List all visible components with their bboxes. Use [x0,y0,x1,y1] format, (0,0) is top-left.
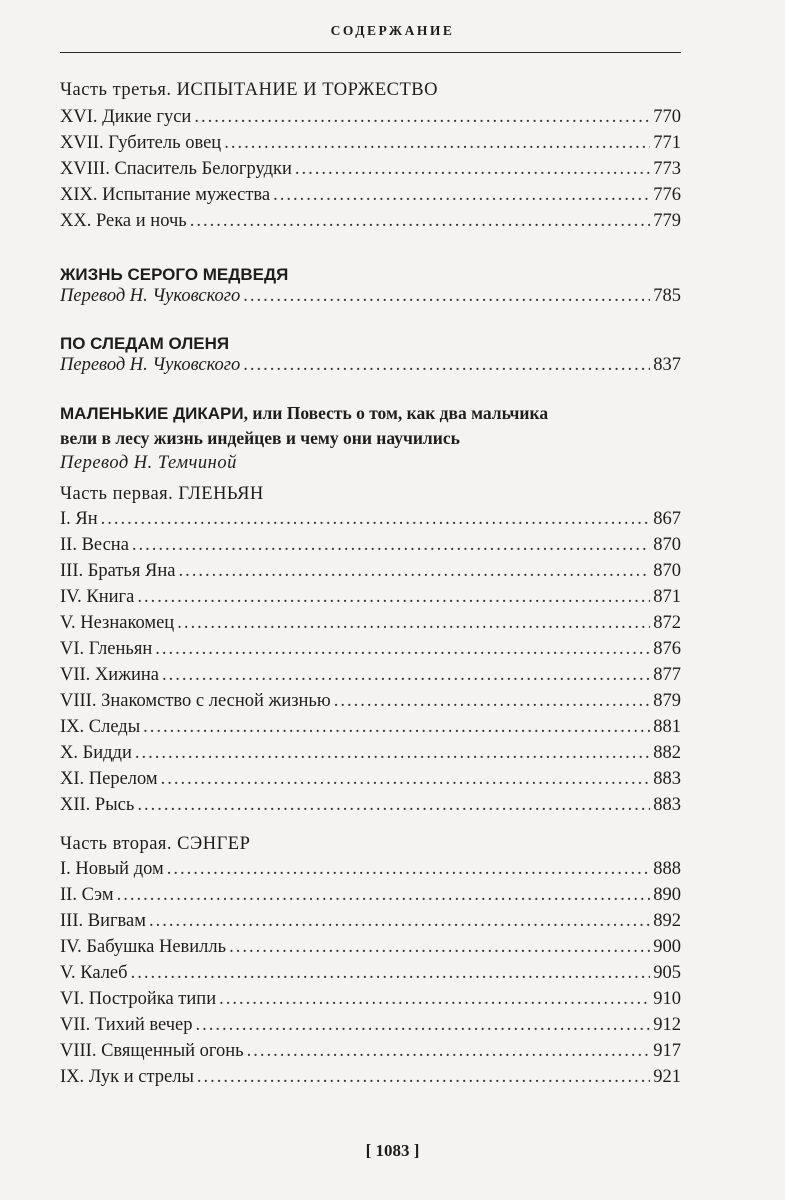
dot-leader [137,795,650,816]
entry-title: XI. Перелом [60,769,158,789]
toc-entry[interactable] [60,1067,681,1093]
entry-page: 770 [653,107,681,127]
entry-page: 905 [653,963,681,983]
entry-title: XII. Рысь [60,795,135,815]
entry-page: 870 [653,561,681,581]
toc-entry[interactable] [60,211,681,237]
entry-title: XIX. Испытание мужества [60,185,271,205]
toc-entry[interactable] [60,286,681,312]
dot-leader [135,743,650,764]
entry-page: 876 [653,639,681,659]
dot-leader [229,937,650,958]
entry-title: I. Ян [60,509,98,529]
header-divider [60,52,681,53]
toc-entry[interactable] [60,665,681,691]
work-subtitle-line: вели в лесу жизнь индейцев и чему они научились [60,428,460,448]
part-heading: Часть вторая. СЭНГЕР [60,834,251,854]
dot-leader [143,717,650,738]
work-title: МАЛЕНЬКИЕ ДИКАРИ [60,404,244,423]
toc-entry[interactable] [60,691,681,717]
entry-page: 871 [653,587,681,607]
dot-leader [247,1041,651,1062]
entry-page: 870 [653,535,681,555]
entry-title: VIII. Знакомство с лесной жизнью [60,691,331,711]
entry-title: III. Вигвам [60,911,146,931]
entry-title: II. Сэм [60,885,114,905]
translator-credit: Перевод Н. Чуковского [60,286,241,306]
toc-entry[interactable] [60,769,681,795]
dot-leader [243,286,650,307]
dot-leader [194,107,650,128]
entry-title: X. Бидди [60,743,132,763]
entry-title: IX. Лук и стрелы [60,1067,194,1087]
entry-page: 773 [653,159,681,179]
dot-leader [167,859,651,880]
entry-title: XVII. Губитель овец [60,133,222,153]
toc-entry[interactable] [60,859,681,885]
entry-title: IV. Бабушка Невилль [60,937,227,957]
dot-leader [161,769,651,790]
dot-leader [219,989,650,1010]
entry-page: 882 [653,743,681,763]
toc-entry[interactable] [60,613,681,639]
entry-page: 785 [653,286,681,306]
entry-title: IX. Следы [60,717,141,737]
toc-entry[interactable] [60,1041,681,1067]
toc-entry[interactable] [60,159,681,185]
toc-entry[interactable] [60,885,681,911]
entry-title: XVI. Дикие гуси [60,107,192,127]
toc-entry[interactable] [60,185,681,211]
entry-page: 883 [653,795,681,815]
entry-title: II. Весна [60,535,129,555]
toc-entry[interactable] [60,795,681,821]
entry-title: V. Калеб [60,963,128,983]
work-subtitle: , или Повесть о том, как два мальчика [243,403,549,423]
entry-page: 837 [653,355,681,375]
entry-title: VII. Тихий вечер [60,1015,193,1035]
dot-leader [101,509,651,530]
entry-title: XX. Река и ночь [60,211,187,231]
entry-title: VI. Постройка типи [60,989,217,1009]
part-heading: Часть третья. ИСПЫТАНИЕ И ТОРЖЕСТВО [60,80,438,100]
entry-title: I. Новый дом [60,859,164,879]
part-heading: Часть первая. ГЛЕНЬЯН [60,484,264,504]
entry-page: 877 [653,665,681,685]
toc-entry[interactable] [60,989,681,1015]
dot-leader [197,1067,650,1088]
toc-entry[interactable] [60,587,681,613]
entry-page: 771 [653,133,681,153]
translator-credit: Перевод Н. Темчиной [60,453,237,473]
entry-page: 900 [653,937,681,957]
work-title: ЖИЗНЬ СЕРОГО МЕДВЕДЯ [60,265,289,284]
entry-page: 883 [653,769,681,789]
dot-leader [273,185,650,206]
toc-entry[interactable] [60,535,681,561]
entry-title: III. Братья Яна [60,561,176,581]
page-number: [ 1083 ] [365,1141,420,1160]
entry-page: 921 [653,1067,681,1087]
work-title-line [60,403,548,424]
dot-leader [155,639,650,660]
entry-title: IV. Книга [60,587,135,607]
dot-leader [117,885,651,906]
dot-leader [137,587,650,608]
dot-leader [149,911,650,932]
dot-leader [224,133,650,154]
dot-leader [196,1015,651,1036]
toc-entry[interactable] [60,717,681,743]
page-title: СОДЕРЖАНИЕ [330,23,455,38]
dot-leader [334,691,651,712]
dot-leader [131,963,651,984]
translator-credit: Перевод Н. Чуковского [60,355,241,375]
entry-page: 881 [653,717,681,737]
toc-entry[interactable] [60,355,681,381]
toc-entry[interactable] [60,743,681,769]
entry-title: XVIII. Спаситель Белогрудки [60,159,292,179]
entry-page: 867 [653,509,681,529]
toc-entry[interactable] [60,509,681,535]
toc-entry[interactable] [60,561,681,587]
entry-title: VI. Гленьян [60,639,153,659]
entry-page: 912 [653,1015,681,1035]
dot-leader [295,159,650,180]
toc-entry[interactable] [60,1015,681,1041]
entry-title: V. Незнакомец [60,613,175,633]
work-title: ПО СЛЕДАМ ОЛЕНЯ [60,334,230,353]
dot-leader [243,355,650,376]
entry-page: 888 [653,859,681,879]
toc-entry[interactable] [60,963,681,989]
entry-page: 779 [653,211,681,231]
entry-page: 776 [653,185,681,205]
entry-page: 879 [653,691,681,711]
toc-entry[interactable] [60,911,681,937]
entry-page: 892 [653,911,681,931]
dot-leader [162,665,650,686]
dot-leader [190,211,651,232]
running-header [0,22,785,45]
toc-entry[interactable] [60,107,681,133]
entry-page: 872 [653,613,681,633]
toc-entry[interactable] [60,639,681,665]
entry-title: VII. Хижина [60,665,159,685]
entry-page: 910 [653,989,681,1009]
dot-leader [132,535,650,556]
entry-page: 917 [653,1041,681,1061]
dot-leader [178,561,650,582]
toc-entry[interactable] [60,937,681,963]
entry-page: 890 [653,885,681,905]
dot-leader [177,613,650,634]
entry-title: VIII. Священный огонь [60,1041,244,1061]
toc-entry[interactable] [60,133,681,159]
